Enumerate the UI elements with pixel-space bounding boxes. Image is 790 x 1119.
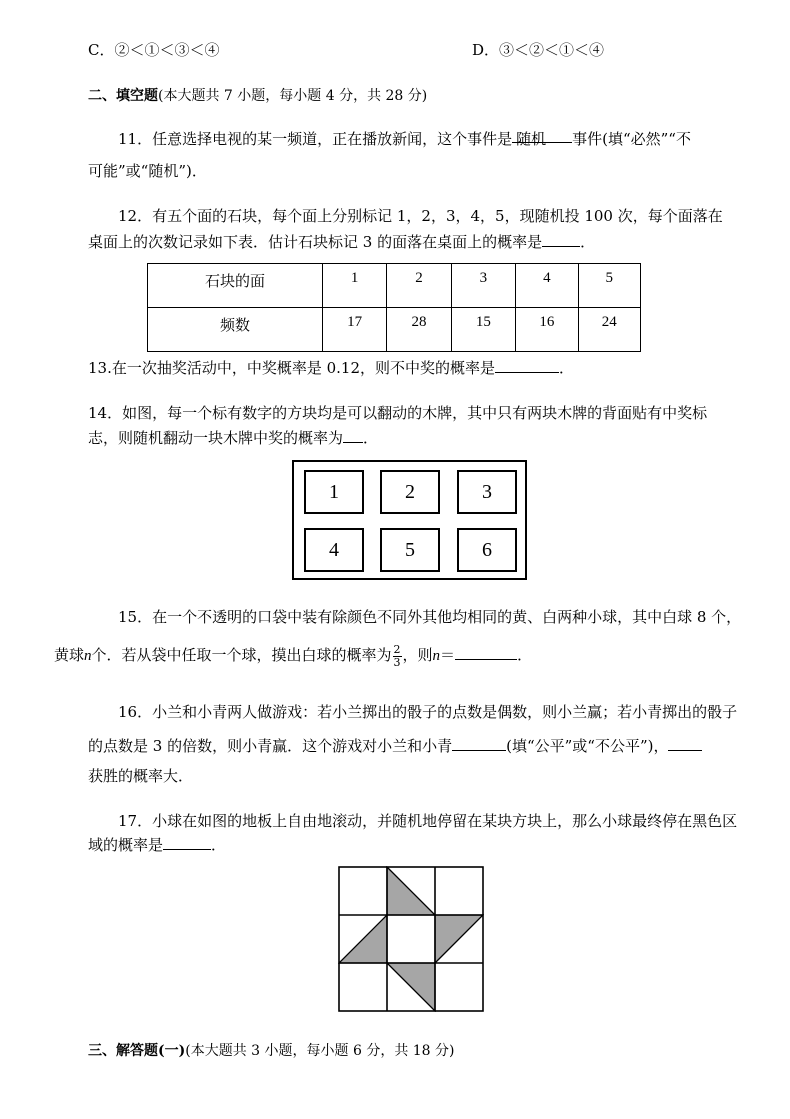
table-row	[148, 264, 641, 308]
q14-blank	[343, 428, 363, 443]
shaded-triangle	[387, 867, 435, 915]
table-row	[148, 308, 641, 352]
section-3-title: 三、解答题(一)	[88, 1043, 186, 1059]
fraction-numerator: 2	[393, 642, 401, 656]
tile: 3	[457, 470, 517, 514]
table-cell: 24	[578, 308, 640, 352]
table-cell: 28	[387, 308, 451, 352]
q17-line1: 17．小球在如图的地板上自由地滚动，并随机地停留在某块方块上，那么小球最终停在黑色区	[118, 812, 738, 830]
tile-board	[292, 460, 527, 580]
q15-line2	[54, 640, 532, 671]
q14-period: ．	[363, 429, 379, 447]
grid-border	[339, 867, 483, 1011]
q16-text-a: 的点数是 3 的倍数，则小青赢．这个游戏对小兰和小青	[88, 737, 453, 755]
table-cell: 15	[451, 308, 515, 352]
q15-text-b: 个．若从袋中任取一个球，摸出白球的概率为	[91, 646, 392, 664]
q15-period: ．	[517, 646, 533, 664]
q11-text-a: 11．任意选择电视的某一频道，正在播放新闻，这个事件是	[118, 130, 513, 148]
option-c: C．②＜①＜③＜④	[88, 41, 220, 59]
q16-blank-2	[668, 736, 702, 751]
q15-text-a: 黄球	[54, 646, 85, 664]
q12-text: 桌面上的次数记录如下表．估计石块标记 3 的面落在桌面上的概率是	[88, 233, 543, 251]
table-cell: 16	[516, 308, 578, 352]
table-cell: 4	[516, 264, 578, 308]
table-cell: 3	[451, 264, 515, 308]
section-2-heading	[88, 85, 427, 105]
table-cell: 17	[322, 308, 386, 352]
q15-line1: 15．在一个不透明的口袋中装有除颜色不同外其他均相同的黄、白两种小球，其中白球 8 个，	[118, 608, 742, 626]
q17-line2	[88, 834, 226, 855]
q14-line1: 14．如图，每一个标有数字的方块均是可以翻动的木牌，其中只有两块木牌的背面贴有中奖标	[88, 404, 708, 422]
q13-text: 13.在一次抽奖活动中，中奖概率是 0.12，则不中奖的概率是	[88, 359, 496, 377]
q13-period: ．	[559, 359, 575, 377]
q11-line1	[118, 128, 691, 149]
section-2-note: (本大题共 7 小题，每小题 4 分，共 28 分)	[158, 88, 428, 104]
q14-line2	[88, 427, 378, 448]
q16-blank-1	[452, 736, 506, 751]
shaded-triangle	[435, 915, 483, 963]
tile: 5	[380, 528, 440, 572]
section-2-title: 二、填空题	[88, 88, 158, 104]
q15-blank	[455, 645, 517, 660]
q11-line2: 可能”或“随机”)．	[88, 162, 207, 180]
question-13	[88, 357, 574, 378]
q12-line2	[88, 231, 595, 252]
q16-line1: 16．小兰和小青两人做游戏：若小兰掷出的骰子的点数是偶数，则小兰赢；若小青掷出的骰子	[118, 703, 738, 721]
table-cell: 石块的面	[148, 264, 323, 308]
tile: 6	[457, 528, 517, 572]
q11-text-b: 事件(填“必然”“不	[572, 130, 691, 148]
shaded-triangle	[339, 915, 387, 963]
q15-equals: ＝	[440, 646, 456, 664]
tile: 4	[304, 528, 364, 572]
section-3-note: (本大题共 3 小题，每小题 6 分，共 18 分)	[185, 1043, 455, 1059]
table-cell: 2	[387, 264, 451, 308]
fraction-denominator: 3	[393, 655, 401, 669]
q17-text: 域的概率是	[88, 836, 164, 854]
q11-answer: 随机	[516, 130, 547, 148]
q17-period: ．	[211, 836, 227, 854]
option-d: D．③＜②＜①＜④	[472, 41, 605, 59]
table-cell: 1	[322, 264, 386, 308]
q13-blank	[495, 358, 559, 373]
table-cell: 5	[578, 264, 640, 308]
tile: 2	[380, 470, 440, 514]
floor-grid-figure	[338, 866, 484, 1012]
q15-text-c: ，则	[402, 646, 433, 664]
q12-period: ．	[580, 233, 596, 251]
section-3-heading	[88, 1040, 455, 1060]
q15-var-n: n	[84, 648, 92, 664]
q11-answer-blank	[512, 128, 572, 148]
shaded-triangle	[387, 963, 435, 1011]
q16-line3: 获胜的概率大．	[88, 767, 194, 785]
q17-blank	[163, 835, 211, 850]
q12-line1: 12．有五个面的石块，每个面上分别标记 1，2，3，4，5，现随机投 100 次，每个面落在	[118, 207, 723, 225]
q15-fraction	[393, 644, 402, 669]
q14-text: 志，则随机翻动一块木牌中奖的概率为	[88, 429, 344, 447]
q12-blank	[542, 232, 580, 247]
frequency-table	[147, 263, 641, 352]
tile: 1	[304, 470, 364, 514]
q15-var-n: n	[432, 648, 441, 664]
table-cell: 频数	[148, 308, 323, 352]
q16-line2	[88, 735, 702, 756]
q16-text-b: (填“公平”或“不公平”)，	[506, 737, 669, 755]
